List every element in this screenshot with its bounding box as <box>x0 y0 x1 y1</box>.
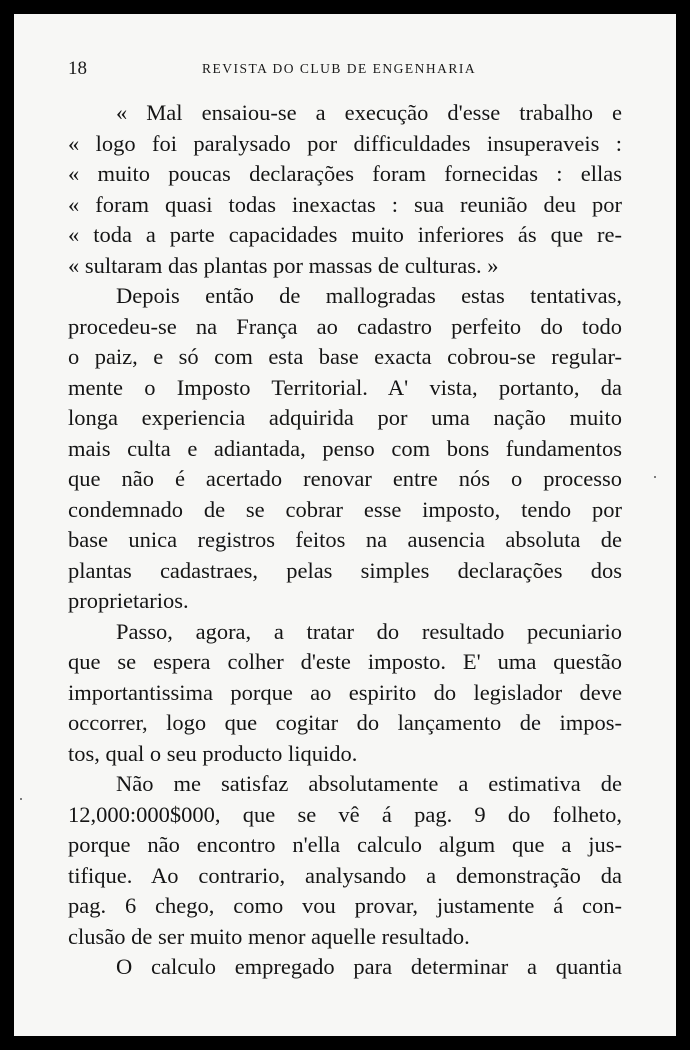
text-line: que se espera colher d'este imposto. E' uma questão <box>68 649 622 674</box>
page-number: 18 <box>68 58 87 79</box>
paragraph <box>68 952 622 983</box>
print-speck <box>20 798 22 800</box>
print-speck <box>654 476 656 478</box>
text-line: que não é acertado renovar entre nós o processo <box>68 466 622 491</box>
text-line: Depois então de mallogradas estas tentativas, <box>116 283 622 308</box>
text-line: o paiz, e só com esta base exacta cobrou-se regular- <box>68 344 622 369</box>
text-line: importantissima porque ao espirito do legislador deve <box>68 679 622 705</box>
text-line: « toda a parte capacidades muito inferiores ás que re- <box>68 222 622 247</box>
text-line: « sultaram das plantas por massas de culturas. » <box>68 252 499 278</box>
text-line: clusão de ser muito menor aquelle resultado. <box>68 923 470 949</box>
text-line: base unica registros feitos na ausencia absoluta de <box>68 527 622 552</box>
text-line: mais culta e adiantada, penso com bons fundamentos <box>68 435 622 461</box>
text-line: « foram quasi todas inexactas : sua reunião deu por <box>68 191 622 217</box>
paragraph <box>68 98 622 281</box>
text-line: « muito poucas declarações foram fornecidas : ellas <box>68 161 622 186</box>
paragraph <box>68 617 622 770</box>
text-line: procedeu-se na França ao cadastro perfeito do todo <box>68 313 622 339</box>
running-title: REVISTA DO CLUB DE ENGENHARIA <box>202 61 477 76</box>
text-line: Passo, agora, a tratar do resultado pecuniario <box>116 618 622 644</box>
text-line: occorrer, logo que cogitar do lançamento de impos- <box>68 710 622 735</box>
text-line: mente o Imposto Territorial. A' vista, portanto, da <box>68 374 622 400</box>
text-line: plantas cadastraes, pelas simples declarações dos <box>68 557 622 583</box>
paragraph <box>68 281 622 617</box>
text-line: tifique. Ao contrario, analysando a demonstração da <box>68 862 622 888</box>
text-line: « Mal ensaiou-se a execução d'esse trabalho e <box>116 100 622 125</box>
text-line: pag. 6 chego, como vou provar, justamente á con- <box>68 893 622 918</box>
body-text <box>68 98 622 983</box>
text-line: proprietarios. <box>68 588 189 613</box>
text-line: longa experiencia adquirida por uma nação muito <box>68 405 622 430</box>
text-line: tos, qual o seu producto liquido. <box>68 740 358 766</box>
text-line: condemnado de se cobrar esse imposto, tendo por <box>68 496 622 522</box>
paragraph <box>68 769 622 952</box>
text-line: porque não encontro n'ella calculo algum que a jus- <box>68 832 622 857</box>
page-header <box>14 58 676 88</box>
book-page <box>14 14 676 1036</box>
text-line: « logo foi paralysado por difficuldades insuperaveis : <box>68 130 622 156</box>
text-line: Não me satisfaz absolutamente a estimativa de <box>116 771 622 796</box>
text-line: O calculo empregado para determinar a quantia <box>116 954 622 979</box>
text-line: 12,000:000$000, que se vê á pag. 9 do folheto, <box>68 801 622 827</box>
